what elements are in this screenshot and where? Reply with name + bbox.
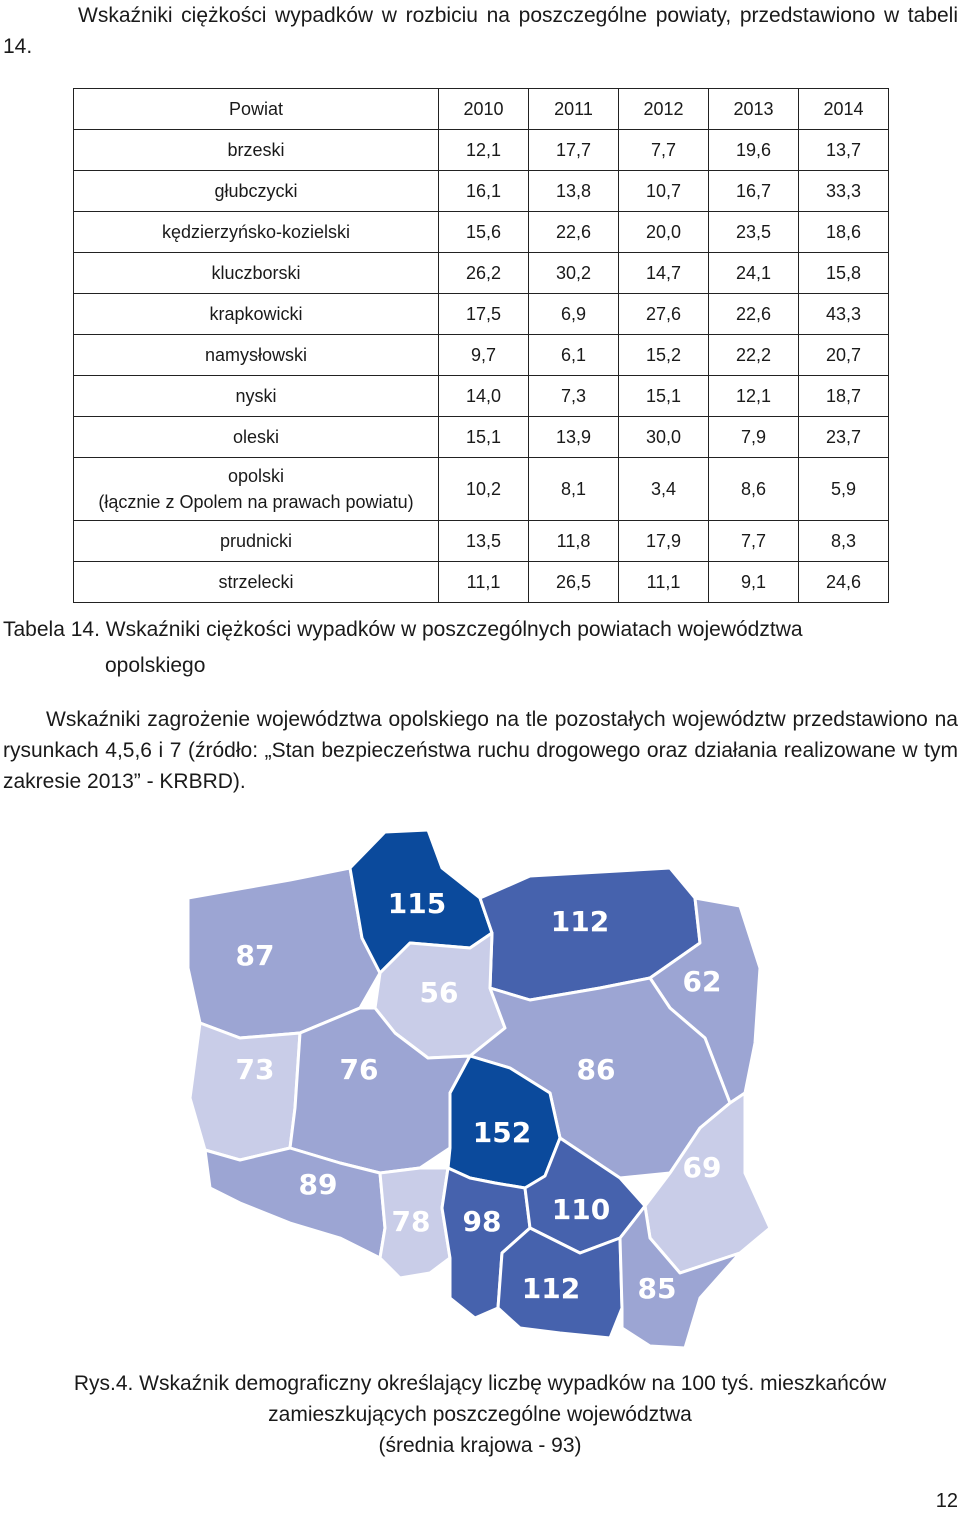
- value-cell: 33,3: [799, 171, 889, 212]
- table-row: [74, 521, 889, 562]
- paragraph-line-3: działania realizowane w tym zakresie 2013” - KRBRD).: [3, 739, 958, 793]
- value-cell: 20,7: [799, 335, 889, 376]
- table-row: [74, 294, 889, 335]
- table-row: [74, 417, 889, 458]
- label-mazowieckie: 86: [576, 1053, 616, 1086]
- value-cell: 22,2: [709, 335, 799, 376]
- value-cell: 15,1: [619, 376, 709, 417]
- powiat-name-cell: [74, 458, 439, 521]
- powiat-name-note: (łącznie z Opolem na prawach powiatu): [98, 492, 414, 512]
- value-cell: 9,7: [439, 335, 529, 376]
- value-cell: 17,5: [439, 294, 529, 335]
- table-caption: [3, 612, 943, 684]
- figure-caption: [0, 1368, 960, 1461]
- figure-caption-line-3: (średnia krajowa - 93): [378, 1434, 582, 1457]
- value-cell: 19,6: [709, 130, 799, 171]
- powiat-name: brzeski: [227, 139, 285, 160]
- label-malopolskie: 112: [521, 1272, 581, 1305]
- label-zachodniopomorskie: 87: [235, 939, 275, 972]
- value-cell: 7,7: [709, 521, 799, 562]
- powiat-name: strzelecki: [218, 571, 294, 592]
- value-cell: 6,9: [529, 294, 619, 335]
- powiat-name-cell: [74, 171, 439, 212]
- accident-severity-table: [73, 88, 889, 603]
- table-row: [74, 335, 889, 376]
- value-cell: 14,7: [619, 253, 709, 294]
- header-cell: 2014: [799, 89, 889, 130]
- powiat-name: głubczycki: [214, 180, 298, 201]
- value-cell: 11,8: [529, 521, 619, 562]
- value-cell: 16,7: [709, 171, 799, 212]
- table-caption-line-2: opolskiego: [105, 654, 206, 677]
- value-cell: 17,7: [529, 130, 619, 171]
- value-cell: 15,8: [799, 253, 889, 294]
- page-number: 12: [935, 1490, 958, 1512]
- value-cell: 20,0: [619, 212, 709, 253]
- powiat-name-cell: [74, 376, 439, 417]
- label-dolnoslaskie: 89: [298, 1168, 338, 1201]
- value-cell: 24,6: [799, 562, 889, 603]
- value-cell: 10,7: [619, 171, 709, 212]
- powiat-name-cell: [74, 294, 439, 335]
- powiat-name: namysłowski: [204, 344, 308, 365]
- label-slaskie: 98: [462, 1205, 502, 1238]
- powiat-name-cell: [74, 335, 439, 376]
- powiat-name: kluczborski: [211, 262, 301, 283]
- value-cell: 3,4: [619, 458, 709, 521]
- value-cell: 23,7: [799, 417, 889, 458]
- table-row: [74, 171, 889, 212]
- value-cell: 15,1: [439, 417, 529, 458]
- powiat-name: kędzierzyńsko-kozielski: [161, 221, 351, 242]
- value-cell: 7,7: [619, 130, 709, 171]
- table-row: [74, 212, 889, 253]
- label-lodzkie: 152: [472, 1116, 532, 1149]
- table-header-row: [74, 89, 889, 130]
- region-lubuskie: [190, 1023, 300, 1160]
- header-cell: Powiat: [74, 89, 439, 130]
- powiat-name: krapkowicki: [209, 303, 303, 324]
- label-lubuskie: 73: [235, 1053, 275, 1086]
- value-cell: 22,6: [529, 212, 619, 253]
- powiat-name-cell: [74, 562, 439, 603]
- powiat-name: nyski: [235, 385, 277, 406]
- powiat-name-cell: [74, 521, 439, 562]
- value-cell: 10,2: [439, 458, 529, 521]
- label-pomorskie: 115: [387, 887, 447, 920]
- label-kujawsko-pomorskie: 56: [419, 976, 459, 1009]
- paragraph-line-1: Wskaźniki zagrożenie województwa opolskiego na tle pozostałych województw: [46, 708, 786, 731]
- label-warminsko-mazurskie: 112: [550, 905, 610, 938]
- value-cell: 11,1: [619, 562, 709, 603]
- header-cell: 2013: [709, 89, 799, 130]
- value-cell: 24,1: [709, 253, 799, 294]
- value-cell: 18,7: [799, 376, 889, 417]
- powiat-name: opolski: [227, 466, 285, 486]
- value-cell: 30,0: [619, 417, 709, 458]
- value-cell: 16,1: [439, 171, 529, 212]
- label-wielkopolskie: 76: [339, 1053, 379, 1086]
- value-cell: 13,5: [439, 521, 529, 562]
- value-cell: 7,3: [529, 376, 619, 417]
- value-cell: 26,5: [529, 562, 619, 603]
- label-podlaskie: 62: [682, 965, 722, 998]
- value-cell: 43,3: [799, 294, 889, 335]
- table-row: [74, 376, 889, 417]
- label-opolskie: 78: [391, 1205, 431, 1238]
- label-lubelskie: 69: [682, 1151, 722, 1184]
- table-row: [74, 458, 889, 521]
- table-row: [74, 562, 889, 603]
- value-cell: 12,1: [439, 130, 529, 171]
- powiat-name-cell: [74, 253, 439, 294]
- value-cell: 18,6: [799, 212, 889, 253]
- label-podkarpackie: 85: [637, 1272, 677, 1305]
- powiat-name: oleski: [232, 426, 280, 447]
- value-cell: 12,1: [709, 376, 799, 417]
- value-cell: 11,1: [439, 562, 529, 603]
- powiat-name-cell: [74, 130, 439, 171]
- value-cell: 27,6: [619, 294, 709, 335]
- body-paragraph: [3, 704, 958, 797]
- value-cell: 14,0: [439, 376, 529, 417]
- powiat-name-cell: [74, 212, 439, 253]
- intro-line-2: w tabeli 14.: [3, 4, 959, 58]
- value-cell: 30,2: [529, 253, 619, 294]
- value-cell: 26,2: [439, 253, 529, 294]
- value-cell: 6,1: [529, 335, 619, 376]
- value-cell: 13,9: [529, 417, 619, 458]
- value-cell: 22,6: [709, 294, 799, 335]
- table-row: [74, 130, 889, 171]
- paragraph-line-2: przedstawiono na rysunkach 4,5,6 i 7 (źródło: „Stan bezpieczeństwa ruchu drogowego oraz: [3, 708, 958, 762]
- value-cell: 8,3: [799, 521, 889, 562]
- figure-caption-line-1: Rys.4. Wskaźnik demograficzny określający liczbę wypadków na 100 tyś. mieszkańców: [73, 1372, 887, 1395]
- intro-text: [3, 0, 958, 62]
- value-cell: 17,9: [619, 521, 709, 562]
- value-cell: 15,2: [619, 335, 709, 376]
- powiat-name-cell: [74, 417, 439, 458]
- poland-voivodeship-map: [180, 828, 780, 1358]
- value-cell: 5,9: [799, 458, 889, 521]
- label-swietokrzyskie: 110: [551, 1193, 611, 1226]
- header-cell: 2012: [619, 89, 709, 130]
- table-row: [74, 253, 889, 294]
- value-cell: 9,1: [709, 562, 799, 603]
- value-cell: 13,8: [529, 171, 619, 212]
- value-cell: 13,7: [799, 130, 889, 171]
- header-cell: 2011: [529, 89, 619, 130]
- header-cell: 2010: [439, 89, 529, 130]
- powiat-name: prudnicki: [219, 530, 293, 551]
- value-cell: 23,5: [709, 212, 799, 253]
- value-cell: 8,6: [709, 458, 799, 521]
- intro-line-1: Wskaźniki ciężkości wypadków w rozbiciu na poszczególne powiaty, przedstawiono: [78, 4, 876, 27]
- value-cell: 8,1: [529, 458, 619, 521]
- table-caption-line-1: Tabela 14. Wskaźniki ciężkości wypadków w poszczególnych powiatach województwa: [3, 618, 803, 641]
- figure-caption-line-2: zamieszkujących poszczególne województwa: [268, 1403, 692, 1426]
- value-cell: 15,6: [439, 212, 529, 253]
- value-cell: 7,9: [709, 417, 799, 458]
